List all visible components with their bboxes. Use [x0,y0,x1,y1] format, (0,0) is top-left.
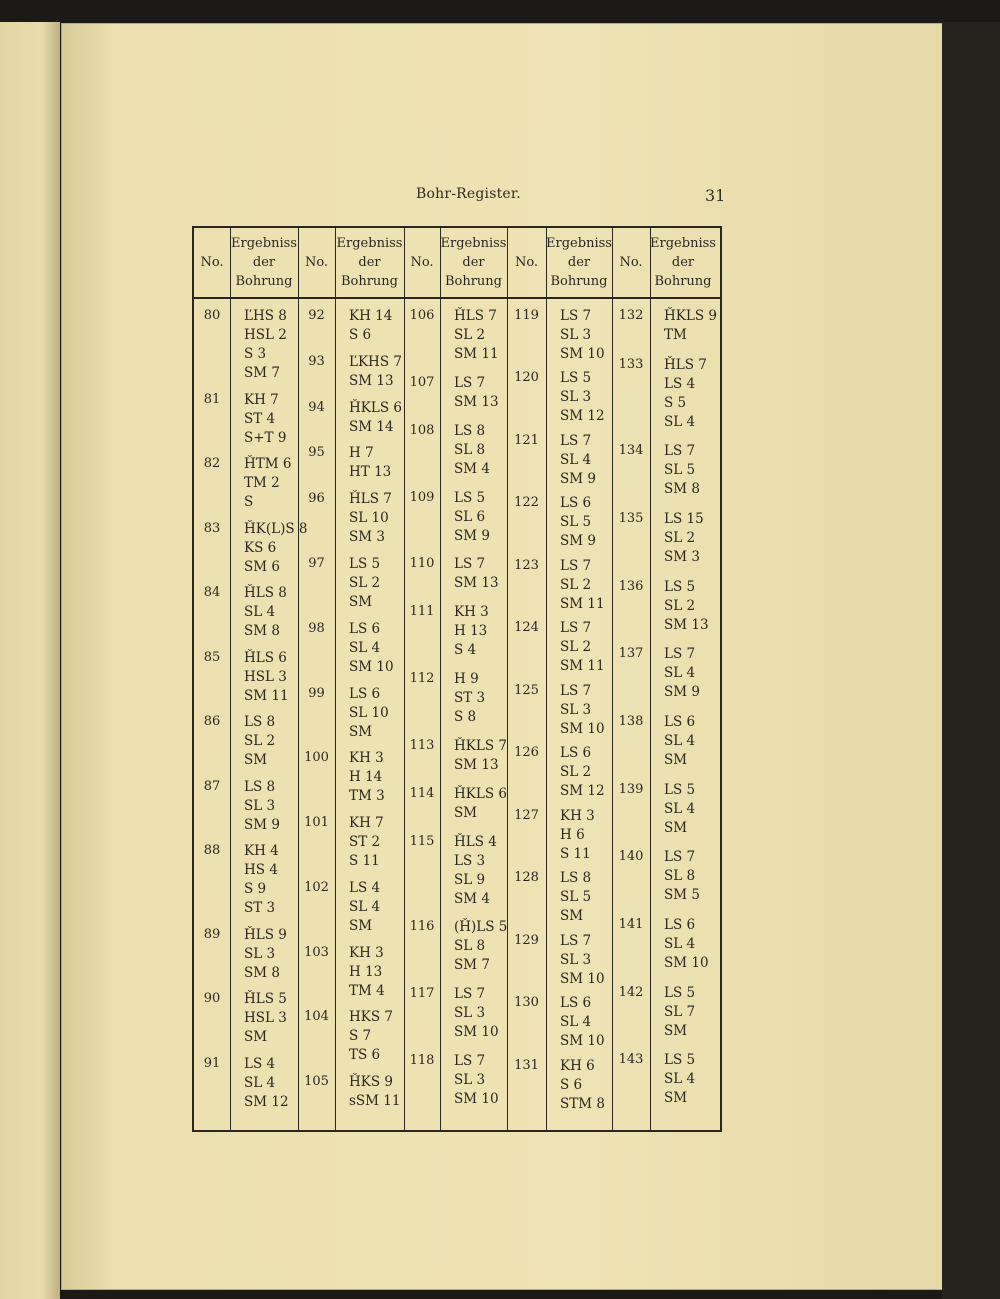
boring-result-line: S 6 [349,327,372,343]
boring-number: 124 [514,620,539,636]
boring-number: 130 [514,995,539,1011]
boring-result-line: LS 7 [454,986,486,1003]
boring-result-line: SL 4 [664,665,696,682]
boring-number: 133 [618,356,644,372]
boring-result-line: S 7 [349,1028,372,1045]
header-result-line: Ergebniss [546,236,612,251]
boring-result-line: LS 5 [560,370,592,387]
boring-result-line: SL 8 [664,868,696,885]
boring-result-line: SM 12 [560,783,605,800]
header-result [230,228,298,297]
boring-number: 115 [409,833,435,849]
boring-result-line: SM 4 [454,460,490,477]
boring-result-line: SL 3 [454,1072,486,1089]
boring-result-line: LS 5 [349,555,381,572]
boring-number: 85 [203,649,221,665]
boring-result-line: LS 7 [560,620,592,637]
boring-result-line: STM 8 [560,1095,605,1112]
boring-number: 95 [308,445,325,461]
boring-number: 114 [409,785,435,801]
boring-result-line: TS 6 [349,1047,381,1064]
boring-result-line: LS 5 [454,489,486,506]
boring-result-line: LS 5 [664,984,696,1001]
boring-result-line: SL 2 [664,597,696,614]
boring-number: 106 [409,308,435,323]
left-page-edge [0,22,60,1299]
boring-number: 102 [304,879,329,895]
boring-result-line: LS 5 [664,781,696,798]
header-result-line: Ergebniss [650,236,716,251]
header-no: No. [514,255,539,270]
boring-result-line: H 14 [349,769,383,786]
boring-result-line: KH 3 [560,807,595,824]
boring-result-line: S+T 9 [244,429,287,446]
boring-result-line: KH 7 [244,391,279,408]
column-rule [230,228,231,1130]
column-rule [650,228,651,1130]
boring-result-line: SM 10 [560,346,605,362]
boring-result-line: H 13 [349,963,383,980]
boring-result-line: KH 3 [349,750,384,767]
boring-result-line: HS 4 [244,862,278,878]
boring-result-line: S 11 [349,853,380,870]
boring-result-line: LS 3 [454,852,486,869]
boring-number: 136 [618,578,644,594]
boring-result-line: SL 4 [664,936,696,952]
boring-result-line: SL 5 [560,889,592,906]
boring-number: 116 [409,919,435,935]
boring-number: 140 [618,849,644,865]
boring-result-line: LS 6 [349,620,381,637]
boring-number: 122 [514,495,539,511]
boring-result-line: SL 4 [349,639,381,656]
boring-result-line: ȞLS 9 [244,926,287,943]
boring-result-line: LS 7 [664,849,696,866]
boring-result-line: ȞKLS 6 [454,785,507,802]
boring-result-line: H 9 [454,671,479,688]
boring-result-line: KS 6 [244,539,277,556]
boring-result-line: LS 7 [454,556,486,573]
header-no: No. [410,255,434,270]
header-result-line: Ergebniss [440,236,507,251]
boring-number: 97 [308,555,325,571]
boring-result-line: LS 8 [560,870,592,887]
boring-result-line: LS 4 [349,879,381,896]
boring-result-line: SL 4 [664,1071,696,1088]
book-cover-edge [942,22,1000,1299]
boring-number: 96 [308,491,325,507]
boring-result-line: LS 7 [560,308,592,324]
boring-number: 113 [409,737,435,753]
boring-result-line: ȞLS 7 [454,308,497,324]
boring-result-line: LS 8 [244,714,276,730]
boring-number: 80 [203,308,221,323]
boring-result-line: LS 7 [560,932,592,949]
boring-result-line: SL 7 [664,1003,696,1020]
boring-result-line: SL 3 [244,945,276,962]
boring-number: 134 [618,443,644,459]
boring-number: 81 [203,391,221,407]
running-title: Bohr-Register. [416,186,521,202]
boring-result-line: ȞKLS 7 [454,737,507,754]
header-no: No. [619,255,643,270]
boring-result-line: ST 3 [244,900,276,916]
boring-result-line: H 7 [349,445,374,462]
boring-result-line: SM 9 [244,816,280,833]
boring-result-line: LS 8 [244,778,276,795]
boring-number: 104 [304,1009,329,1025]
boring-number: 139 [618,781,644,797]
header-result-line: Bohrung [235,274,293,289]
boring-result-line: SM 11 [560,595,605,612]
boring-result-line: ST 4 [244,410,276,427]
boring-result-line: LS 6 [664,714,696,730]
boring-result-line: TM [664,327,687,343]
boring-result-line: SL 3 [560,701,592,718]
boring-result-line: SM 12 [244,1093,289,1110]
boring-result-line: SL 4 [244,1074,276,1091]
boring-number: 105 [304,1074,329,1090]
boring-result-line: LS 6 [349,685,381,702]
boring-result-line: HSL 2 [244,327,287,343]
boring-result-line: LS 5 [664,1052,696,1069]
boring-number: 129 [514,932,539,948]
header-result [546,228,612,297]
boring-result-line: KH 4 [244,843,279,859]
boring-result-line: LS 7 [560,682,592,699]
boring-number: 87 [203,778,221,794]
boring-result-line: SL 3 [560,951,592,968]
boring-result-line: S 5 [664,394,687,411]
boring-number: 109 [409,489,435,505]
boring-result-line: S 4 [454,642,477,659]
header-result-line: Bohrung [444,274,503,289]
boring-result-line: HKS 7 [349,1009,393,1026]
boring-number: 101 [304,815,329,831]
boring-result-line: SL 9 [454,871,486,888]
column-rule [546,228,547,1130]
boring-result-line: SM 14 [349,418,394,435]
header-no: No. [304,255,329,270]
boring-number: 107 [409,374,435,390]
boring-result-line: ȞLS 5 [244,991,287,1007]
boring-number: 92 [308,308,325,323]
boring-result-line: ĽHS 8 [244,308,287,324]
boring-number: 88 [203,843,221,858]
boring-result-line: SL 8 [454,938,486,955]
boring-result-line: ȞKS 9 [349,1074,393,1091]
boring-result-line: sSM 11 [349,1093,401,1110]
boring-result-line: SL 5 [664,462,696,479]
boring-result-line: LS 4 [664,375,696,392]
boring-number: 82 [203,456,221,471]
header-rule [194,297,720,299]
boring-result-line: SM [664,1090,688,1107]
boring-result-line: SM 13 [349,372,394,389]
boring-result-line: ȞLS 7 [664,356,707,373]
boring-number: 112 [409,671,435,687]
boring-result-line: SL 5 [560,514,592,531]
boring-result-line: LS 6 [664,917,696,933]
header-result [335,228,404,297]
boring-result-line: SL 6 [454,508,486,525]
boring-result-line: ȞK(L)S 8 [244,520,308,537]
boring-number: 110 [409,556,435,572]
boring-number: 135 [618,511,644,526]
boring-result-line: LS 6 [560,495,592,512]
boring-number: 120 [514,370,539,386]
boring-result-line: LS 7 [664,443,696,460]
boring-result-line: HSL 3 [244,668,287,685]
boring-number: 137 [618,646,644,662]
boring-number: 126 [514,745,539,761]
boring-result-line: SL 4 [664,800,696,817]
boring-result-line: SL 4 [664,413,696,430]
boring-result-line: SM 3 [664,549,700,565]
boring-number: 118 [409,1053,435,1069]
boring-result-line: SM 8 [244,964,280,981]
boring-result-line: SL 8 [454,441,486,458]
boring-result-line: ȞKLS 9 [664,308,717,324]
boring-number: 99 [308,685,325,701]
boring-result-line: SM 4 [454,890,490,907]
boring-result-line: SM 9 [560,470,596,487]
boring-result-line: KH 14 [349,308,393,324]
boring-result-line: ȞLS 7 [349,491,392,508]
boring-result-line: S [244,494,254,510]
boring-result-line: SM [664,752,688,768]
boring-result-line: SM [560,908,584,925]
boring-result-line: LS 4 [244,1055,276,1072]
boring-number: 143 [618,1052,644,1068]
boring-result-line: KH 3 [349,944,384,961]
boring-result-line: S 3 [244,346,267,362]
boring-number: 108 [409,422,435,438]
boring-result-line: ȞKLS 6 [349,399,402,416]
header-result-line: Bohrung [550,274,608,289]
boring-result-line: SM 10 [454,1091,499,1108]
boring-result-line: ST 2 [349,834,381,851]
boring-result-line: SL 2 [560,639,592,656]
boring-number: 84 [203,585,221,600]
boring-result-line: SL 4 [560,1014,592,1031]
boring-result-line: SM 13 [454,393,499,410]
boring-result-line: SM 9 [664,684,700,701]
header-result-line: der [462,255,485,270]
column-rule [335,228,336,1130]
boring-result-line: SM 12 [560,408,605,425]
boring-result-line: KH 3 [454,604,489,621]
boring-result-line: SM [349,917,373,934]
boring-result-line: ĽKHS 7 [349,353,402,370]
header-result [440,228,507,297]
boring-result-line: ȞLS 8 [244,585,287,601]
boring-number: 86 [203,714,221,729]
header-result-line: der [252,255,276,270]
boring-number: 117 [409,986,435,1002]
boring-number: 94 [308,399,325,415]
boring-result-line: HSL 3 [244,1010,287,1026]
page-number: 31 [705,186,726,205]
boring-result-line: KH 7 [349,815,384,832]
boring-result-line: SM [349,723,373,740]
boring-number: 111 [409,604,435,620]
boring-result-line: SM 10 [560,720,605,737]
boring-result-line: ȞLS 4 [454,833,497,850]
header-result-line: Ergebniss [336,236,403,251]
boring-result-line: SL 4 [349,898,381,915]
boring-result-line: TM 2 [244,475,280,491]
boring-result-line: ST 3 [454,690,486,707]
boring-number: 119 [514,308,539,323]
boring-result-line: SM 11 [560,658,605,675]
boring-result-line: SM 5 [664,887,700,904]
boring-result-line: LS 7 [560,557,592,574]
boring-number: 132 [618,308,644,323]
boring-result-line: SM 13 [454,756,499,773]
boring-result-line: SM 8 [244,623,280,639]
boring-number: 131 [514,1057,539,1073]
boring-number: 103 [304,944,329,960]
boring-result-line: H 6 [560,826,585,843]
boring-result-line: LS 7 [664,646,696,663]
header-result-line: der [567,255,591,270]
header-result-line: Bohrung [340,274,399,289]
boring-result-line: SL 10 [349,510,389,527]
boring-result-line: ȞLS 6 [244,649,287,666]
boring-result-line: SL 2 [454,327,486,343]
boring-result-line: SL 2 [349,574,381,591]
header-no: No. [200,255,224,270]
boring-result-line: HT 13 [349,464,392,481]
boring-result-line: SM 10 [454,1024,499,1041]
boring-result-line: SM 6 [244,558,280,575]
boring-result-line: KH 6 [560,1057,595,1074]
boring-result-line: SM [454,804,478,821]
boring-result-line: S 8 [454,709,477,726]
header-result-line: der [358,255,381,270]
boring-result-line: S 9 [244,881,267,897]
boring-result-line: LS 6 [560,745,592,762]
boring-result-line: SL 2 [560,576,592,593]
boring-result-line: SM 11 [454,346,499,362]
boring-result-line: SL 10 [349,704,389,721]
boring-number: 98 [308,620,325,636]
header-result-line: Ergebniss [231,236,297,251]
boring-number: 142 [618,984,644,1000]
boring-result-line: SM 9 [560,533,596,550]
boring-result-line: SM [244,1029,268,1045]
boring-result-line: SL 3 [560,389,592,406]
boring-result-line: SL 3 [560,327,592,343]
boring-result-line: LS 5 [664,578,696,595]
boring-number: 127 [514,807,539,823]
bore-register-table [192,226,722,1132]
boring-result-line: S 6 [560,1076,583,1093]
boring-number: 138 [618,714,644,729]
boring-result-line: SL 3 [244,797,276,814]
boring-result-line: SM 3 [349,529,385,546]
boring-number: 125 [514,682,539,698]
header-result [650,228,716,297]
boring-result-line: SL 2 [664,530,696,546]
boring-result-line: SM 10 [560,970,605,987]
boring-number: 123 [514,557,539,573]
boring-result-line: SM 10 [560,1033,605,1050]
boring-number: 90 [203,991,221,1006]
boring-result-line: SL 2 [244,733,276,749]
boring-result-line: SM 11 [244,687,289,704]
boring-result-line: SM 9 [454,527,490,544]
boring-result-line: TM 3 [349,788,385,805]
boring-result-line: LS 8 [454,422,486,439]
boring-result-line: SL 4 [664,733,696,749]
boring-number: 93 [308,353,325,369]
boring-number: 128 [514,870,539,886]
boring-result-line: SM 7 [454,957,490,974]
boring-result-line: SL 3 [454,1005,486,1022]
boring-number: 91 [203,1055,221,1071]
boring-result-line: SM 10 [664,955,709,971]
boring-result-line: SM 13 [664,616,709,633]
boring-result-line: LS 7 [454,374,486,391]
page-header [350,186,750,210]
boring-number: 141 [618,917,644,932]
header-result-line: der [671,255,695,270]
boring-number: 83 [203,520,221,536]
boring-result-line: SM [664,819,688,836]
boring-result-line: LS 7 [454,1053,486,1070]
boring-result-line: SL 4 [560,451,592,468]
boring-result-line: SL 2 [560,764,592,781]
boring-result-line: SL 4 [244,604,276,620]
boring-result-line: LS 15 [664,511,704,527]
boring-result-line: ȞTM 6 [244,456,292,472]
boring-result-line: SM 13 [454,575,499,592]
column-rule [440,228,441,1130]
header-result-line: Bohrung [654,274,712,289]
boring-number: 100 [304,750,329,766]
boring-result-line: H 13 [454,623,488,640]
boring-result-line: (Ȟ)LS 5 [454,919,508,936]
boring-result-line: SM 7 [244,365,280,381]
boring-number: 121 [514,432,539,448]
boring-result-line: LS 7 [560,432,592,449]
boring-result-line: SM [664,1022,688,1039]
boring-result-line: SM 10 [349,658,394,675]
boring-result-line: SM [349,593,373,610]
boring-result-line: SM [244,752,268,768]
boring-result-line: SM 8 [664,481,700,498]
boring-result-line: S 11 [560,845,591,862]
boring-number: 89 [203,926,221,942]
boring-result-line: TM 4 [349,982,385,999]
boring-result-line: LS 6 [560,995,592,1012]
